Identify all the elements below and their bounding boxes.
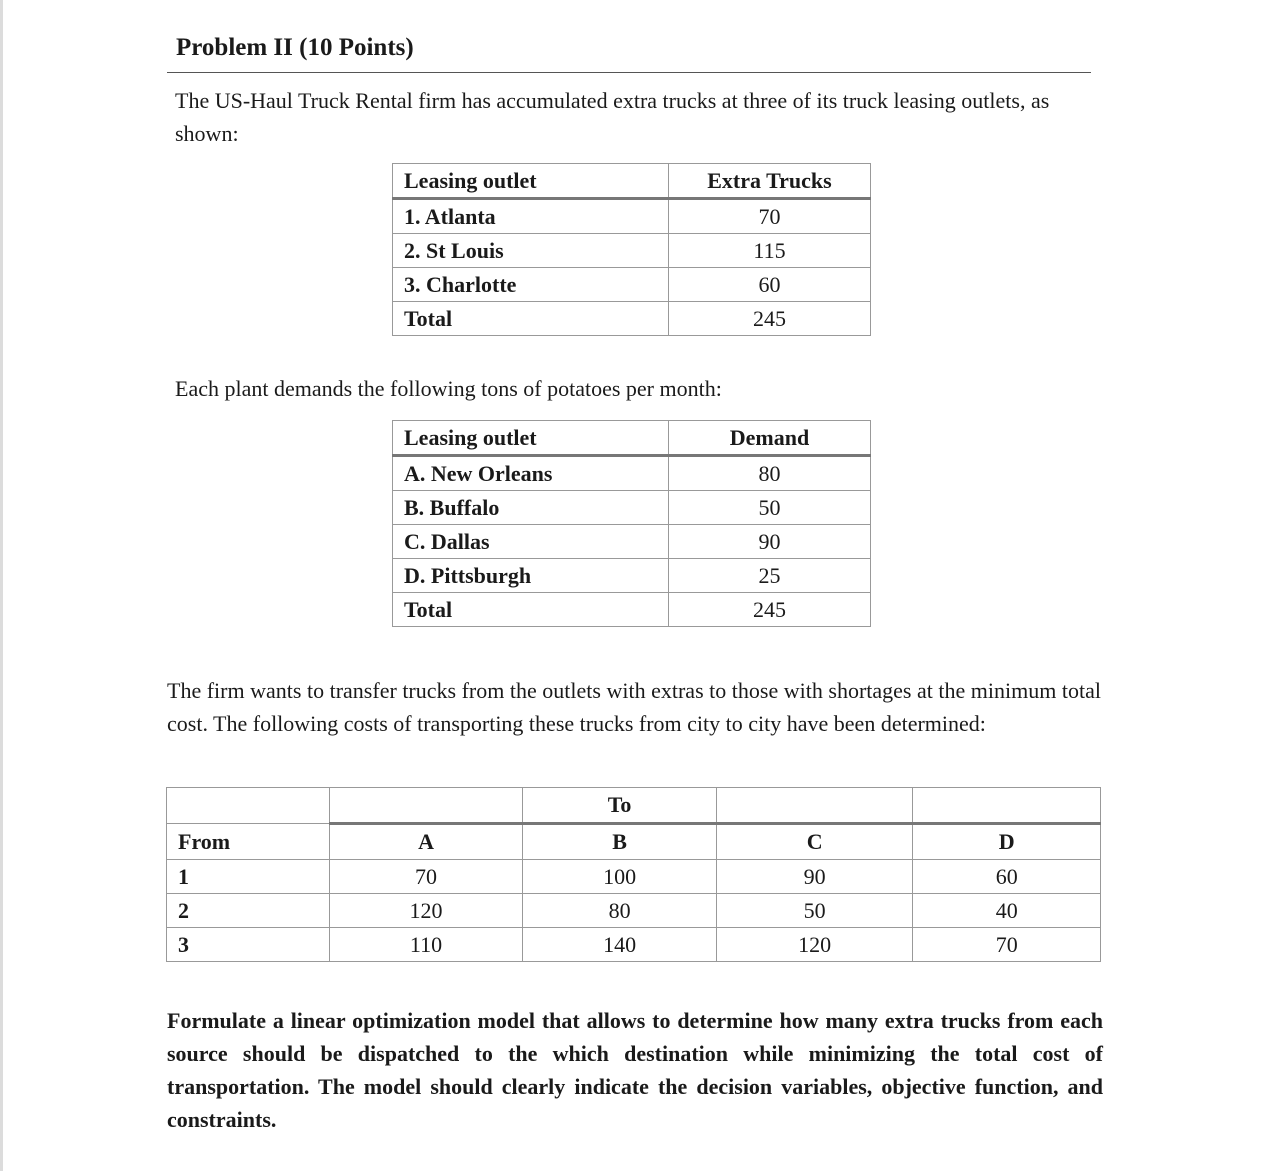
demand-value: 50 bbox=[669, 491, 871, 525]
cost-table-to-label: To bbox=[523, 788, 717, 824]
intro-paragraph: The US-Haul Truck Rental firm has accumulated extra trucks at three of its truck leasing outlets, as shown: bbox=[175, 88, 1050, 146]
table-row bbox=[393, 559, 871, 593]
cost-column-header: C bbox=[716, 824, 913, 860]
supply-total-label: Total bbox=[393, 302, 669, 336]
supply-extra-trucks-value: 70 bbox=[669, 199, 871, 234]
demand-total-value: 245 bbox=[669, 593, 871, 627]
cost-cell: 100 bbox=[523, 860, 717, 894]
table-row bbox=[393, 525, 871, 559]
cost-column-header: B bbox=[523, 824, 717, 860]
demand-value: 25 bbox=[669, 559, 871, 593]
cost-cell: 110 bbox=[329, 928, 523, 962]
cost-row-source: 3 bbox=[167, 928, 330, 962]
supply-header-outlet: Leasing outlet bbox=[393, 164, 669, 199]
cost-table bbox=[166, 787, 1101, 962]
cost-cell: 50 bbox=[716, 894, 913, 928]
demand-outlet-name: A. New Orleans bbox=[393, 456, 669, 491]
page-edge-divider bbox=[0, 0, 3, 1171]
table-row bbox=[167, 860, 1101, 894]
table-row bbox=[393, 302, 871, 336]
demand-value: 80 bbox=[669, 456, 871, 491]
table-row bbox=[393, 456, 871, 491]
supply-outlet-name: 1. Atlanta bbox=[393, 199, 669, 234]
cost-column-header: A bbox=[329, 824, 523, 860]
demand-outlet-name: C. Dallas bbox=[393, 525, 669, 559]
supply-outlet-name: 2. St Louis bbox=[393, 234, 669, 268]
supply-extra-trucks-value: 60 bbox=[669, 268, 871, 302]
problem-title: Problem II (10 Points) bbox=[176, 34, 414, 61]
demand-intro-paragraph: Each plant demands the following tons of potatoes per month: bbox=[175, 376, 722, 401]
cost-cell: 120 bbox=[716, 928, 913, 962]
demand-header-demand: Demand bbox=[669, 421, 871, 456]
supply-header-extra-trucks: Extra Trucks bbox=[669, 164, 871, 199]
title-underline bbox=[167, 72, 1091, 73]
cost-table-spacer bbox=[329, 788, 523, 824]
cost-table-from-label: From bbox=[167, 824, 330, 860]
cost-cell: 120 bbox=[329, 894, 523, 928]
table-row bbox=[393, 268, 871, 302]
demand-total-label: Total bbox=[393, 593, 669, 627]
cost-column-header: D bbox=[913, 824, 1101, 860]
cost-cell: 70 bbox=[913, 928, 1101, 962]
cost-table-spacer bbox=[913, 788, 1101, 824]
cost-table-corner bbox=[167, 788, 330, 824]
supply-extra-trucks-value: 115 bbox=[669, 234, 871, 268]
cost-cell: 70 bbox=[329, 860, 523, 894]
table-row bbox=[393, 491, 871, 525]
table-row bbox=[393, 234, 871, 268]
cost-cell: 40 bbox=[913, 894, 1101, 928]
demand-outlet-name: B. Buffalo bbox=[393, 491, 669, 525]
cost-cell: 80 bbox=[523, 894, 717, 928]
cost-row-source: 2 bbox=[167, 894, 330, 928]
table-row bbox=[167, 894, 1101, 928]
demand-outlet-name: D. Pittsburgh bbox=[393, 559, 669, 593]
demand-value: 90 bbox=[669, 525, 871, 559]
cost-table-to-row bbox=[167, 788, 1101, 824]
table-row bbox=[167, 928, 1101, 962]
demand-table-header bbox=[393, 421, 871, 456]
cost-row-source: 1 bbox=[167, 860, 330, 894]
supply-outlet-name: 3. Charlotte bbox=[393, 268, 669, 302]
table-row bbox=[393, 593, 871, 627]
table-row bbox=[393, 199, 871, 234]
cost-table-spacer bbox=[716, 788, 913, 824]
demand-header-outlet: Leasing outlet bbox=[393, 421, 669, 456]
cost-intro-paragraph: The firm wants to transfer trucks from the outlets with extras to those with shortages at the minimum total cost. The following costs of transporting these trucks from city to city have been determined: bbox=[167, 678, 1101, 736]
cost-cell: 90 bbox=[716, 860, 913, 894]
cost-table-column-headers bbox=[167, 824, 1101, 860]
supply-total-value: 245 bbox=[669, 302, 871, 336]
task-paragraph: Formulate a linear optimization model that allows to determine how many extra trucks from each source should be dispatched to the which destination while minimizing the total cost of transportation. The model should clearly indicate the decision variables, objective function, and constraints. bbox=[167, 1008, 1103, 1132]
cost-cell: 140 bbox=[523, 928, 717, 962]
cost-cell: 60 bbox=[913, 860, 1101, 894]
supply-table-header bbox=[393, 164, 871, 199]
supply-table bbox=[392, 163, 871, 336]
demand-table bbox=[392, 420, 871, 627]
